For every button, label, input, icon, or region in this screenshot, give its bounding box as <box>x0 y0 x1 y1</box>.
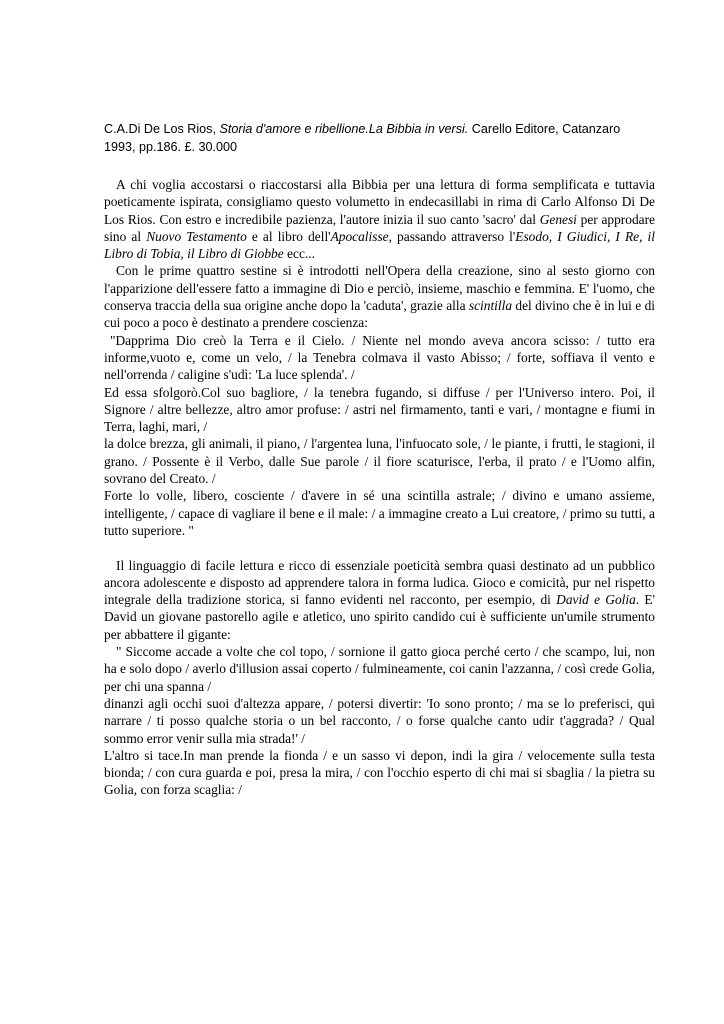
text-run: A chi voglia accostarsi o riaccostarsi alla Bibbia per una lettura di forma semplificata e tuttavia poeticamente ispirata, consigliamo questo volumetto in endecasillabi in rima di Carlo Alfonso Di De Los Rios. Con estro e incredibile pazienza, l'autore inizia il suo canto 'sacro' dal <box>104 177 655 227</box>
book-reference <box>104 120 655 156</box>
emphasis-scintilla: scintilla <box>468 298 513 314</box>
review-body <box>104 176 655 799</box>
text-run: per approdare sino al <box>104 211 655 244</box>
quote-creation-stanza-2: Ed essa sfolgorò.Col suo bagliore, / la tenebra fugando, si diffuse / per l'Universo intero. Poi, il Signore / altre bellezze, altro amor profuse: / astri nel firmamento, tanti e vari, / montagne e fiumi in Terra, laghi, mari, / <box>104 384 655 435</box>
creation-paragraph <box>104 262 655 331</box>
book-name-esodo: Esodo <box>515 228 549 244</box>
paragraph-gap <box>104 539 655 556</box>
book-title: Storia d'amore e ribellione.La Bibbia in versi. <box>219 122 469 136</box>
text-run: , <box>606 228 616 244</box>
text-run: . E' David un giovane pastorello agile e atletico, uno spirito candido cui è sufficiente un'umile strumento per abbattere il gigante: <box>104 592 655 642</box>
quote-david-stanza-1: " Siccome accade a volte che col topo, / sornione il gatto gioca perché certo / che scampo, lui, non ha e solo dopo / averlo d'illusion assai coperto / fulmineamente, coi canin l'azzanna, / così crede Golia, per chi una spanna / <box>104 644 655 694</box>
book-name-genesi: Genesi <box>539 211 577 227</box>
text-run: del divino che è in lui e di cui poco a poco è destinato a prendere coscienza: <box>104 298 655 331</box>
book-details: Carello Editore, Catanzaro 1993, pp.186. £. 30.000 <box>104 122 621 154</box>
quote-creation-stanza-1: "Dapprima Dio creò la Terra e il Cielo. / Niente nel mondo aveva ancora scisso: / tutto era informe,vuoto e, come un velo, / la Tenebra colmava il vasto Abisso; / forte, soffiava il vento e nell'orrenda / caligine s'udì: 'La luce splenda'. / <box>104 332 655 383</box>
quote-david-stanza-3: L'altro si tace.In man prende la fionda / e un sasso vi depon, indi la gira / velocemente sulla testa bionda; / con cura guarda e poi, presa la mira, / con l'occhio esperto di chi mai si sbaglia / la pietra su Golia, con forza scaglia: / <box>104 747 655 798</box>
book-author: C.A.Di De Los Rios, <box>104 122 220 136</box>
text-run: , <box>548 228 558 244</box>
book-names-re-tobia-giobbe: I Re, il Libro di Tobia, il Libro di Giobbe <box>104 228 655 262</box>
text-run: ecc... <box>283 246 315 262</box>
text-run: , passando attraverso l' <box>388 228 516 244</box>
intro-paragraph <box>104 176 655 262</box>
quote-david-stanza-2: dinanzi agli occhi suoi d'altezza appare, / potersi divertir: 'Io sono pronto; / ma se lo preferisci, qui narrare / ti posso qualche storia o un bel racconto, / o forse qualche canto udir t'aggrada? / Qual sommo error venir sulla mia strada!' / <box>104 695 655 746</box>
text-run: Il linguaggio di facile lettura e ricco di essenziale poeticità sembra quasi destinato ad un pubblico ancora adolescente e disposto ad apprendere talora in forma ludica. Gioco e comicità, pur nel rispetto integrale della tradizione storica, si fanno evidenti nel racconto, per esempio, di <box>104 557 655 608</box>
story-title-david-golia: David e Golia <box>556 592 636 608</box>
text-run: Con le prime quattro sestine si è introdotti nell'Opera della creazione, sino al sesto giorno con l'apparizione dell'essere fatto a immagine di Dio e perciò, insieme, maschio e femmina. E' l'uomo, che conserva traccia della sua origine anche dopo la 'caduta', grazie alla <box>104 263 655 314</box>
quote-creation-stanza-4: Forte lo volle, libero, cosciente / d'avere in sé una scintilla astrale; / divino e umano assieme, intelligente, / capace di vagliare il bene e il male: / a immagine creato a Lui creatore, / primo su tutti, a tutto superiore. " <box>104 488 655 538</box>
text-run: e al libro dell' <box>246 228 331 244</box>
book-name-apocalisse: Apocalisse <box>330 228 389 244</box>
book-name-giudici: I Giudici <box>557 228 607 244</box>
document-page <box>104 120 655 799</box>
quote-creation-stanza-3: la dolce brezza, gli animali, il piano, / l'argentea luna, l'infuocato sole, / le piante, i frutti, le stagioni, il grano. / Possente è il Verbo, dalle Sue parole / il fiore scaturisce, l'erba, il prato / e l'Uomo alfin, sovrano del Creato. / <box>104 436 655 487</box>
language-paragraph <box>104 557 655 643</box>
book-name-nuovo-testamento: Nuovo Testamento <box>146 228 247 244</box>
